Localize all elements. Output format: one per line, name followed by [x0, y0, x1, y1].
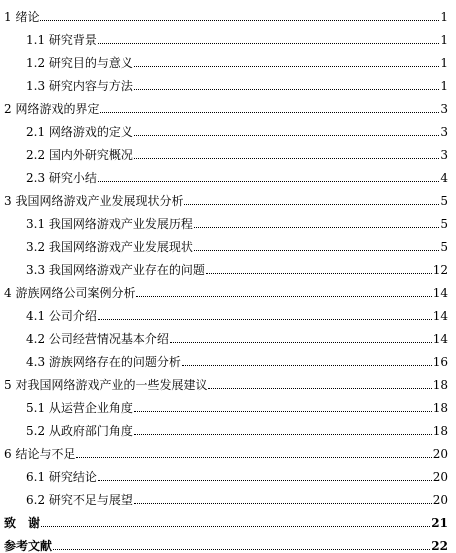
- dot-leader: [134, 89, 439, 90]
- toc-entry-title: 4.2 公司经营情况基本介绍: [26, 332, 169, 346]
- toc-entry-4-2[interactable]: [4, 323, 448, 346]
- toc-entry-title: 1.1 研究背景: [26, 33, 97, 47]
- toc-entry-3-1[interactable]: [4, 208, 448, 231]
- toc-entry-page: 3: [440, 125, 448, 139]
- table-of-contents: [4, 1, 448, 553]
- toc-entry-page: 14: [432, 332, 448, 346]
- toc-entry-title: 2 网络游戏的界定: [4, 102, 100, 116]
- toc-entry-title: 6 结论与不足: [4, 447, 76, 461]
- dot-leader: [41, 526, 430, 527]
- toc-entry-page: 14: [432, 286, 448, 300]
- toc-entry-page: 22: [431, 539, 448, 553]
- toc-entry-3-2[interactable]: [4, 231, 448, 254]
- toc-entry-5[interactable]: [4, 369, 448, 392]
- dot-leader: [98, 181, 439, 182]
- toc-entry-title: 1.3 研究内容与方法: [26, 79, 133, 93]
- toc-entry-2-2[interactable]: [4, 139, 448, 162]
- toc-entry-page: 5: [440, 217, 448, 231]
- toc-entry-5-1[interactable]: [4, 392, 448, 415]
- dot-leader: [134, 135, 439, 136]
- toc-entry-page: 18: [432, 378, 448, 392]
- dot-leader: [98, 319, 432, 320]
- toc-entry-5-2[interactable]: [4, 415, 448, 438]
- toc-entry-title: 3.3 我国网络游戏产业存在的问题: [26, 263, 205, 277]
- toc-entry-2-1[interactable]: [4, 116, 448, 139]
- toc-entry-title: 4.3 游族网络存在的问题分析: [26, 355, 181, 369]
- toc-entry-1-3[interactable]: [4, 70, 448, 93]
- toc-entry-title: 3 我国网络游戏产业发展现状分析: [4, 194, 184, 208]
- toc-entry-page: 18: [432, 401, 448, 415]
- toc-entry-page: 20: [432, 470, 448, 484]
- toc-entry-title: 3.1 我国网络游戏产业发展历程: [26, 217, 193, 231]
- toc-entry-page: 5: [440, 240, 448, 254]
- dot-leader: [182, 365, 432, 366]
- toc-entry-title: 1 绪论: [4, 10, 40, 24]
- toc-entry-title: 5 对我国网络游戏产业的一些发展建议: [4, 378, 208, 392]
- dot-leader: [170, 342, 432, 343]
- toc-entry-6-1[interactable]: [4, 461, 448, 484]
- dot-leader: [184, 204, 439, 205]
- toc-entry-title: 致 谢: [4, 516, 41, 530]
- toc-entry-1-1[interactable]: [4, 24, 448, 47]
- toc-entry-page: 5: [440, 194, 448, 208]
- toc-entry-title: 4 游族网络公司案例分析: [4, 286, 136, 300]
- toc-entry-title: 6.1 研究结论: [26, 470, 97, 484]
- toc-entry-title: 6.2 研究不足与展望: [26, 493, 133, 507]
- dot-leader: [194, 227, 439, 228]
- toc-entry-title: 3.2 我国网络游戏产业发展现状: [26, 240, 193, 254]
- toc-entry-title: 2.2 国内外研究概况: [26, 148, 133, 162]
- dot-leader: [98, 480, 432, 481]
- dot-leader: [134, 503, 432, 504]
- toc-entry-2-3[interactable]: [4, 162, 448, 185]
- toc-entry-title: 参考文献: [4, 539, 53, 553]
- toc-entry-title: 2.3 研究小结: [26, 171, 97, 185]
- toc-entry-1-2[interactable]: [4, 47, 448, 70]
- toc-entry-page: 16: [432, 355, 448, 369]
- toc-entry-title: 5.1 从运营企业角度: [26, 401, 133, 415]
- toc-entry-page: 3: [440, 148, 448, 162]
- toc-entry-page: 14: [432, 309, 448, 323]
- dot-leader: [134, 158, 439, 159]
- dot-leader: [134, 411, 432, 412]
- toc-entry-3-3[interactable]: [4, 254, 448, 277]
- toc-entry-6-2[interactable]: [4, 484, 448, 507]
- dot-leader: [194, 250, 439, 251]
- toc-entry-page: 1: [440, 56, 448, 70]
- dot-leader: [136, 296, 431, 297]
- dot-leader: [40, 20, 439, 21]
- dot-leader: [53, 549, 430, 550]
- toc-entry-page: 3: [440, 102, 448, 116]
- dot-leader: [98, 43, 439, 44]
- toc-entry-page: 20: [432, 447, 448, 461]
- dot-leader: [100, 112, 439, 113]
- toc-entry-page: 4: [440, 171, 448, 185]
- dot-leader: [134, 66, 439, 67]
- toc-entry-acknowledgements[interactable]: [4, 507, 448, 530]
- toc-entry-3[interactable]: [4, 185, 448, 208]
- toc-entry-title: 5.2 从政府部门角度: [26, 424, 133, 438]
- toc-entry-page: 21: [431, 516, 448, 530]
- dot-leader: [208, 388, 431, 389]
- toc-entry-title: 1.2 研究目的与意义: [26, 56, 133, 70]
- toc-entry-page: 18: [432, 424, 448, 438]
- toc-entry-title: 4.1 公司介绍: [26, 309, 97, 323]
- dot-leader: [134, 434, 432, 435]
- toc-entry-4-3[interactable]: [4, 346, 448, 369]
- toc-entry-page: 20: [432, 493, 448, 507]
- toc-entry-1[interactable]: [4, 1, 448, 24]
- toc-entry-4[interactable]: [4, 277, 448, 300]
- toc-entry-page: 12: [432, 263, 448, 277]
- toc-entry-2[interactable]: [4, 93, 448, 116]
- toc-entry-page: 1: [440, 79, 448, 93]
- toc-entry-page: 1: [440, 10, 448, 24]
- toc-entry-4-1[interactable]: [4, 300, 448, 323]
- toc-entry-6[interactable]: [4, 438, 448, 461]
- toc-entry-title: 2.1 网络游戏的定义: [26, 125, 133, 139]
- dot-leader: [76, 457, 431, 458]
- dot-leader: [206, 273, 432, 274]
- toc-entry-references[interactable]: [4, 530, 448, 553]
- toc-entry-page: 1: [440, 33, 448, 47]
